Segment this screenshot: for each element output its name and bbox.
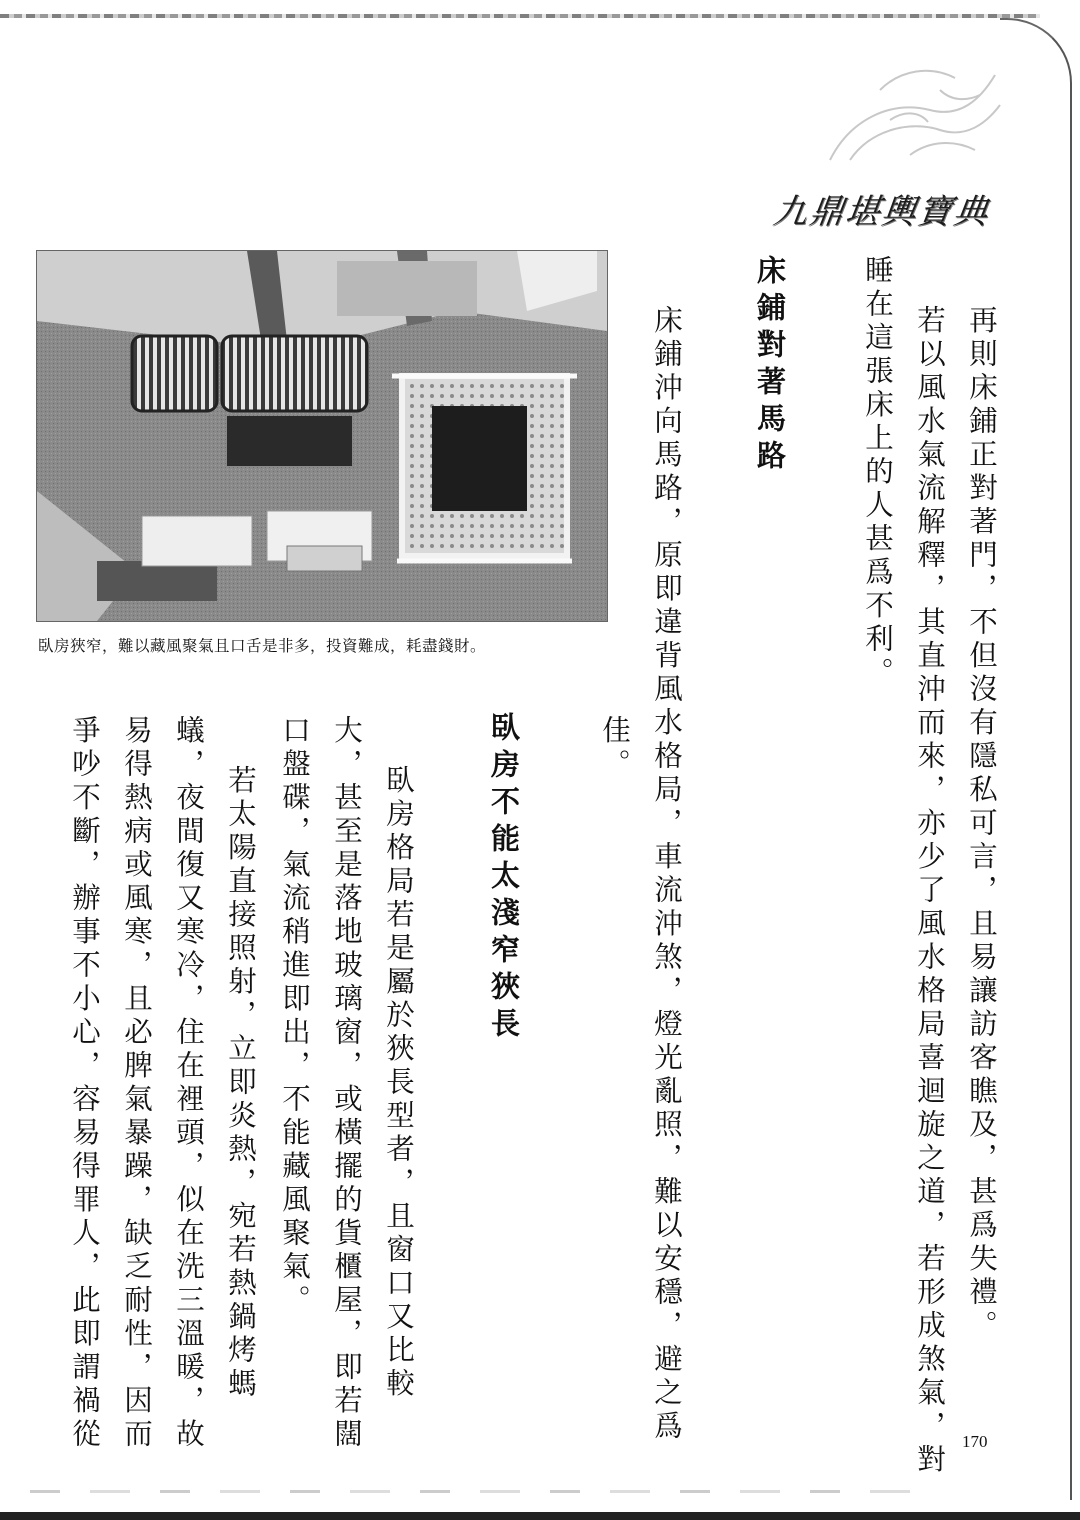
paragraph-intro-line-1: 再則床鋪正對著門，不但沒有隱私可言，且易讓訪客瞧及，甚爲失禮。 — [965, 305, 998, 1344]
paragraph-3-line-3: 易得熱病或風寒，且必脾氣暴躁，缺乏耐性，因而 — [120, 715, 153, 1452]
logo-title: 九鼎堪輿寶典 — [770, 192, 993, 232]
paragraph-2-line-3: 口盤碟，氣流稍進即出，不能藏風聚氣。 — [278, 715, 311, 1318]
paragraph-intro-line-3: 睡在這張床上的人甚爲不利。 — [861, 255, 894, 691]
phoenix-flourish-icon — [790, 60, 1010, 170]
bottom-border — [0, 1512, 1080, 1520]
page-number: 170 — [962, 1432, 988, 1451]
photo-caption: 臥房狹窄，難以藏風聚氣且口舌是非多，投資難成，耗盡錢財。 — [38, 637, 487, 655]
paragraph-3-line-2: 蟻，夜間復又寒冷，住在裡頭，似在洗三溫暖，故 — [172, 715, 205, 1452]
header-logo — [760, 60, 1020, 232]
page-edge-right — [1000, 18, 1072, 1500]
section-heading-bed-facing-road: 床鋪對著馬路 — [753, 255, 787, 477]
scan-edge-top — [0, 14, 1040, 18]
bedroom-illustration — [37, 251, 607, 621]
paragraph-1-line-2: 佳。 — [598, 715, 631, 782]
paragraph-2-line-2: 大，甚至是落地玻璃窗，或橫擺的貨櫃屋，即若闊 — [330, 715, 363, 1452]
section-heading-narrow-bedroom: 臥房不能太淺窄狹長 — [487, 712, 521, 1045]
scan-edge-bottom — [30, 1490, 930, 1493]
paragraph-1-line-1: 床鋪沖向馬路，原即違背風水格局，車流沖煞，燈光亂照，難以安穩，避之爲 — [650, 305, 683, 1444]
bedroom-photo — [36, 250, 608, 622]
paragraph-3-line-4: 爭吵不斷，辦事不小心，容易得罪人，此即謂禍從 — [68, 715, 101, 1452]
paragraph-3-line-1: 若太陽直接照射，立即炎熱，宛若熱鍋烤螞 — [224, 765, 257, 1402]
paragraph-2-line-1: 臥房格局若是屬於狹長型者，且窗口又比較 — [382, 765, 415, 1402]
paragraph-intro-line-2: 若以風水氣流解釋，其直沖而來，亦少了風水格局喜迴旋之道，若形成煞氣，對 — [913, 305, 946, 1478]
